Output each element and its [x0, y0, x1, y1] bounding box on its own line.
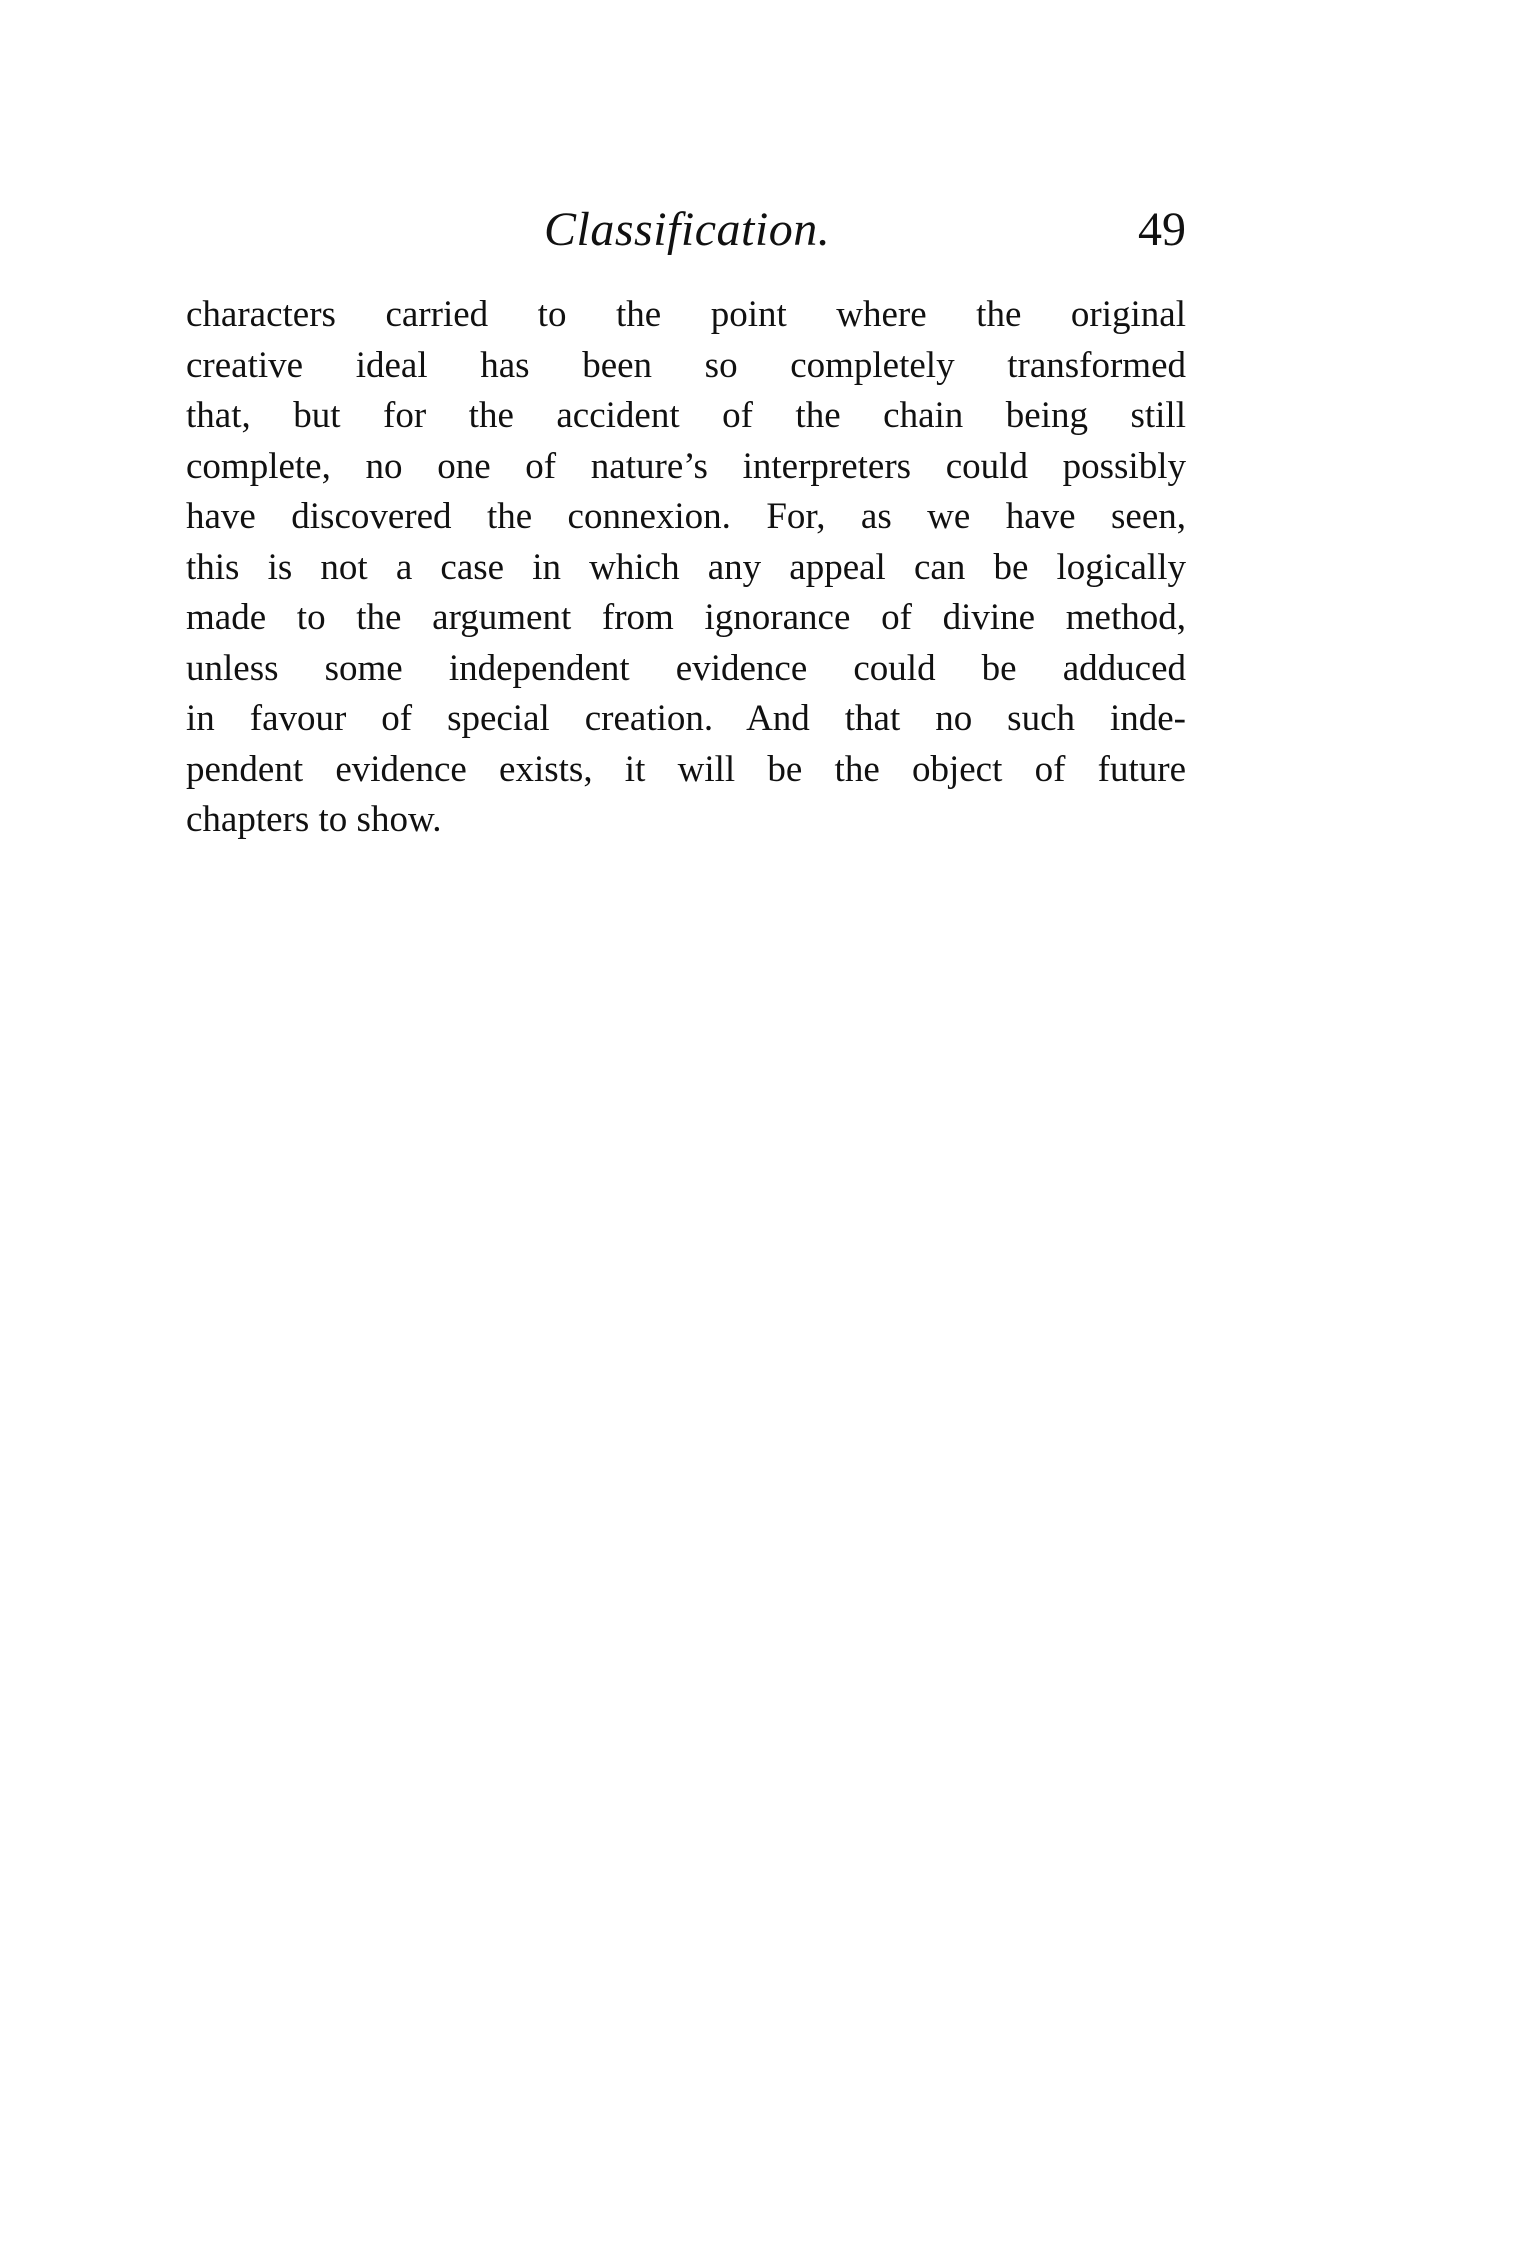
text-line: this is not a case in which any appeal can be logically — [186, 546, 1186, 588]
text-line: unless some independent evidence could be adduced — [186, 647, 1186, 689]
text-line: in favour of special creation. And that no such inde- — [186, 698, 1186, 739]
running-head — [186, 200, 1186, 270]
text-line: made to the argument from ignorance of divine method, — [186, 597, 1186, 638]
text-line: chapters to show. — [186, 799, 442, 840]
running-title: Classification. — [544, 203, 831, 256]
text-line: that, but for the accident of the chain being still — [186, 395, 1186, 436]
text-line: have discovered the connexion. For, as we have seen, — [186, 496, 1186, 537]
text-line: characters carried to the point where the original — [186, 294, 1186, 335]
body-paragraph — [186, 290, 1186, 846]
page-number: 49 — [1138, 203, 1186, 256]
text-line: pendent evidence exists, it will be the object of future — [186, 748, 1186, 790]
text-line: creative ideal has been so completely transformed — [186, 344, 1186, 386]
text-line: complete, no one of nature’s interpreters could possibly — [186, 445, 1186, 487]
